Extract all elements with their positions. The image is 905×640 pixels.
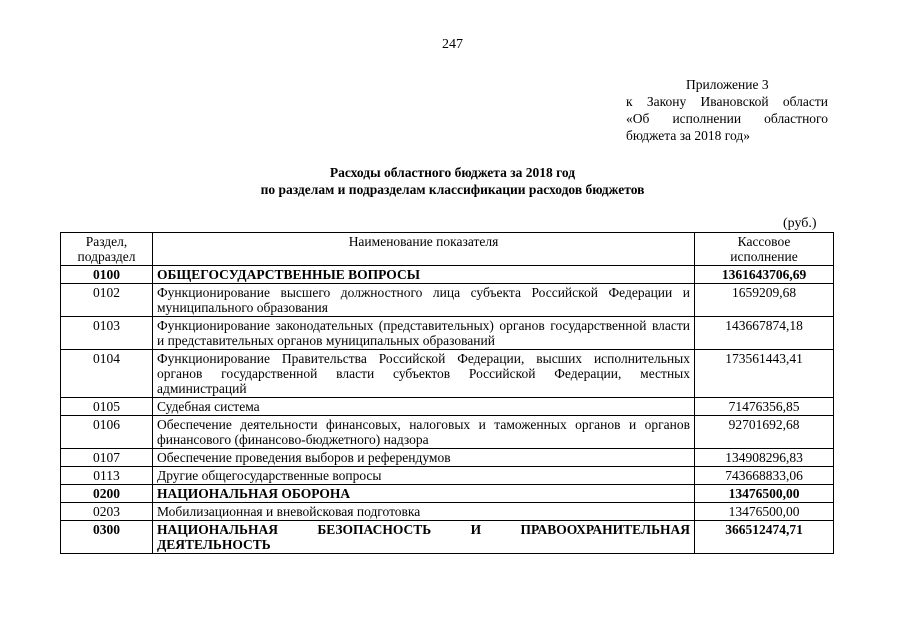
header-name: Наименование показателя [153, 233, 695, 266]
row-amount: 143667874,18 [695, 317, 834, 350]
row-code: 0100 [61, 266, 153, 284]
appendix-line: к Закону Ивановской области [626, 94, 828, 109]
row-code: 0300 [61, 521, 153, 554]
unit-label: (руб.) [783, 216, 817, 231]
row-amount: 13476500,00 [695, 485, 834, 503]
title-line: по разделам и подразделам классификации расходов бюджетов [260, 182, 645, 197]
table-row [61, 449, 834, 467]
row-amount: 1361643706,69 [695, 266, 834, 284]
row-amount: 134908296,83 [695, 449, 834, 467]
row-name: Функционирование Правительства Российской Федерации, высших исполнительных органов государственной власти субъектов Российской Федерации, местных администраций [153, 350, 695, 398]
document-title [0, 164, 905, 198]
row-code: 0106 [61, 416, 153, 449]
row-amount: 173561443,41 [695, 350, 834, 398]
row-code: 0113 [61, 467, 153, 485]
header-code-line: Раздел, [85, 234, 128, 249]
appendix-header [626, 76, 828, 144]
table-row [61, 284, 834, 317]
row-name: Обеспечение проведения выборов и референдумов [153, 449, 695, 467]
row-amount: 71476356,85 [695, 398, 834, 416]
header-amount [695, 233, 834, 266]
row-code: 0200 [61, 485, 153, 503]
row-code: 0107 [61, 449, 153, 467]
row-name: Функционирование высшего должностного лица субъекта Российской Федерации и муниципального образования [153, 284, 695, 317]
row-name: Судебная система [153, 398, 695, 416]
row-name: Мобилизационная и вневойсковая подготовка [153, 503, 695, 521]
row-code: 0102 [61, 284, 153, 317]
table-header-row [61, 233, 834, 266]
table-row [61, 503, 834, 521]
header-amount-line: исполнение [730, 249, 798, 264]
table-row [61, 266, 834, 284]
row-name: НАЦИОНАЛЬНАЯ ОБОРОНА [153, 485, 695, 503]
row-name: ОБЩЕГОСУДАРСТВЕННЫЕ ВОПРОСЫ [153, 266, 695, 284]
row-name: Другие общегосударственные вопросы [153, 467, 695, 485]
row-name: Обеспечение деятельности финансовых, налоговых и таможенных органов и органов финансового (финансово-бюджетного) надзора [153, 416, 695, 449]
appendix-line: бюджета за 2018 год» [626, 128, 750, 143]
page-number: 247 [442, 37, 463, 52]
table-row [61, 467, 834, 485]
row-amount: 92701692,68 [695, 416, 834, 449]
appendix-line: Приложение 3 [686, 77, 769, 92]
table-row [61, 485, 834, 503]
header-amount-line: Кассовое [737, 234, 791, 249]
appendix-line: «Об исполнении областного [626, 111, 828, 126]
row-amount: 366512474,71 [695, 521, 834, 554]
row-code: 0105 [61, 398, 153, 416]
header-code [61, 233, 153, 266]
row-code: 0104 [61, 350, 153, 398]
row-name: НАЦИОНАЛЬНАЯ БЕЗОПАСНОСТЬ И ПРАВООХРАНИТЕЛЬНАЯ ДЕЯТЕЛЬНОСТЬ [153, 521, 695, 554]
table-row [61, 416, 834, 449]
table-row [61, 398, 834, 416]
table-row [61, 317, 834, 350]
row-code: 0203 [61, 503, 153, 521]
table-row [61, 350, 834, 398]
table-row [61, 521, 834, 554]
row-amount: 13476500,00 [695, 503, 834, 521]
row-name: Функционирование законодательных (представительных) органов государственной власти и представительных органов муниципальных образований [153, 317, 695, 350]
row-code: 0103 [61, 317, 153, 350]
expenses-table [60, 232, 834, 554]
row-amount: 1659209,68 [695, 284, 834, 317]
title-line: Расходы областного бюджета за 2018 год [329, 165, 576, 180]
header-code-line: подраздел [77, 249, 136, 264]
row-amount: 743668833,06 [695, 467, 834, 485]
